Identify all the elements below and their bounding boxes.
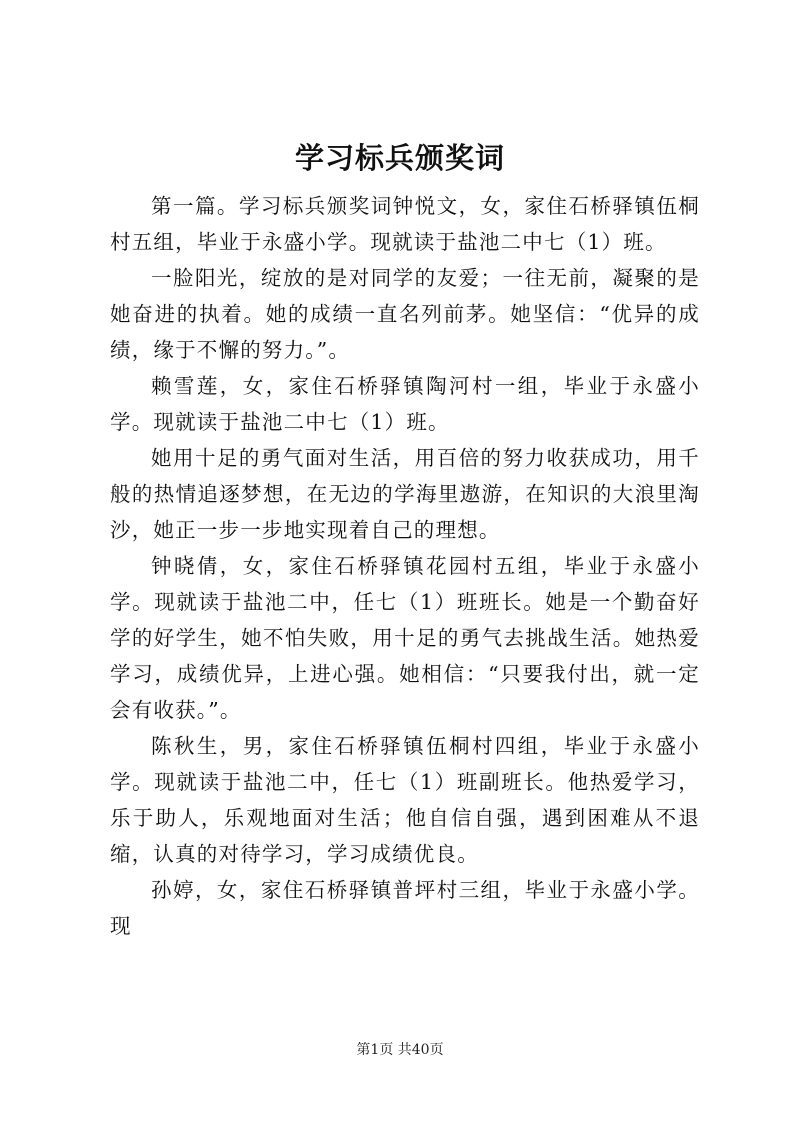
paragraph-6: 陈秋生，男，家住石桥驿镇伍桐村四组，毕业于永盛小学。现就读于盐池二中，任七（1）班副班长。他热爱学习，乐于助人，乐观地面对生活；他自信自强，遇到困难从不退缩，认真的对待学习，学习成绩优良。 [110,734,700,866]
page-footer: 第1页 共40页 [356,1042,444,1058]
page-title: 学习标兵颁奖词 [294,141,505,175]
paragraph-2: 一脸阳光，绽放的是对同学的友爱；一往无前，凝聚的是她奋进的执着。她的成绩一直名列前茅。她坚信：“优异的成绩，缘于不懈的努力。”。 [110,266,700,362]
paragraph-7: 孙婷，女，家住石桥驿镇普坪村三组，毕业于永盛小学。现 [110,878,700,938]
paragraph-1: 第一篇。学习标兵颁奖词钟悦文，女，家住石桥驿镇伍桐村五组，毕业于永盛小学。现就读于盐池二中七（1）班。 [110,194,700,254]
paragraph-4: 她用十足的勇气面对生活，用百倍的努力收获成功，用千般的热情追逐梦想，在无边的学海里遨游，在知识的大浪里淘沙，她正一步一步地实现着自己的理想。 [110,446,700,542]
paragraph-3: 赖雪莲，女，家住石桥驿镇陶河村一组，毕业于永盛小学。现就读于盐池二中七（1）班。 [110,374,700,434]
paragraph-5: 钟晓倩，女，家住石桥驿镇花园村五组，毕业于永盛小学。现就读于盐池二中，任七（1）班班长。她是一个勤奋好学的好学生，她不怕失败，用十足的勇气去挑战生活。她热爱学习，成绩优异，上进心强。她相信：“只要我付出，就一定会有收获。”。 [110,554,700,722]
document-body [110,188,700,944]
